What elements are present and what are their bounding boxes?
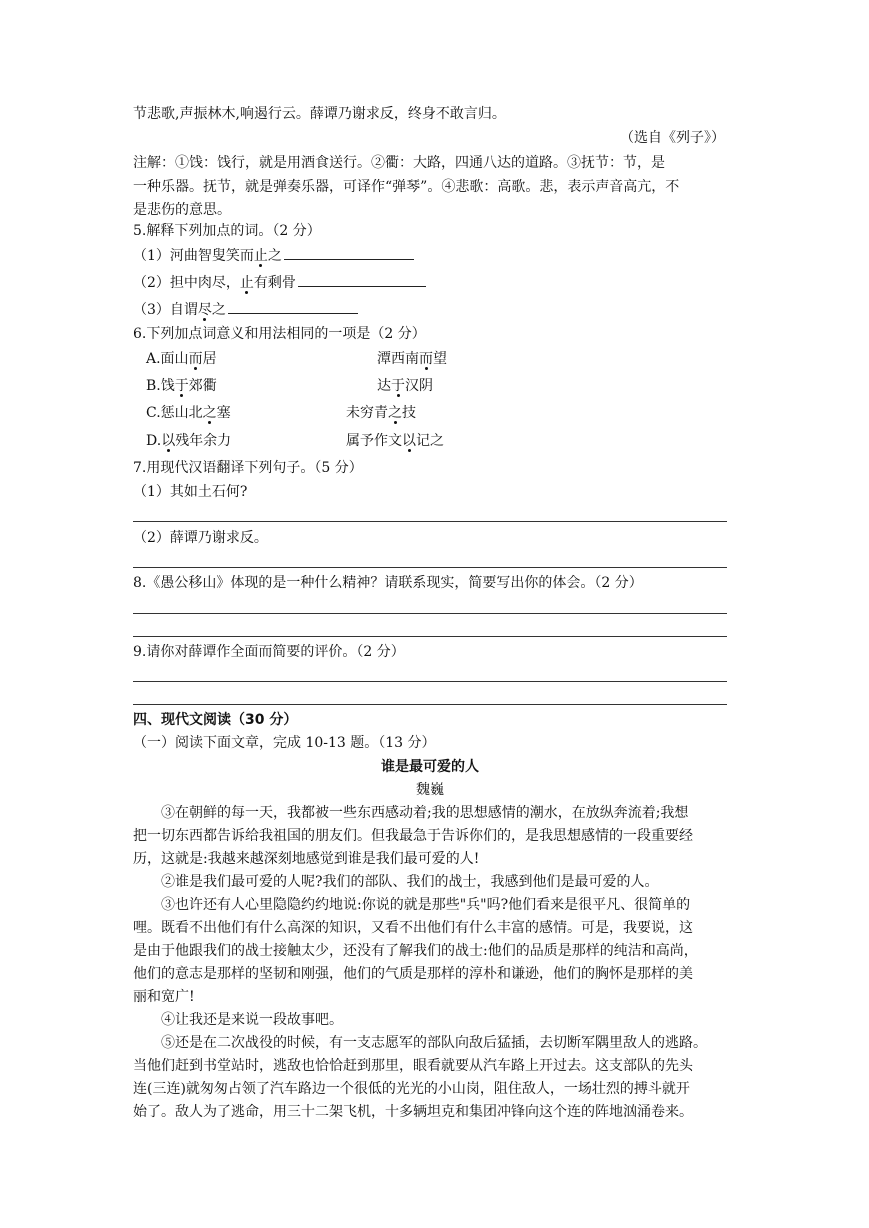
passage-line: 哩。既看不出他们有什么高深的知识，又看不出他们有什么丰富的感情。可是，我要说，这 <box>133 920 693 936</box>
passage-line: 历，这就是:我越来越深刻地感觉到谁是我们最可爱的人! <box>133 851 480 867</box>
option-b-right: 达于汉阴 <box>377 378 433 394</box>
question-7-stem: 7.用现代汉语翻译下列句子。（5 分） <box>133 460 363 476</box>
option-d-left: D.以残年余力 <box>146 433 232 449</box>
question-8-stem: 8.《愚公移山》体现的是一种什么精神？请联系现实，简要写出你的体会。（2 分） <box>133 575 643 591</box>
section-subheading: （一）阅读下面文章，完成 10-13 题。（13 分） <box>133 735 436 751</box>
classical-text-line: 节悲歌,声振林木,响遏行云。薛谭乃谢求反，终身不敢言归。 <box>133 106 506 122</box>
source-citation: （选自《列子》） <box>620 130 725 146</box>
annotation-line: 是悲伤的意思。 <box>133 202 231 218</box>
article-title: 谁是最可爱的人 <box>381 759 479 775</box>
question-9-stem: 9.请你对薛谭作全面而简要的评价。（2 分） <box>133 644 405 660</box>
dotted-word: 止 <box>253 248 268 264</box>
answer-blank[interactable] <box>298 272 426 287</box>
option-a-right: 潭西南而望 <box>377 351 447 367</box>
dotted-word: 尽 <box>197 302 212 318</box>
dotted-word: 止 <box>239 275 254 291</box>
answer-line[interactable] <box>133 567 727 568</box>
section-heading: 四、现代文阅读（30 分） <box>133 712 298 728</box>
passage-line: 丽和宽广! <box>133 989 195 1005</box>
passage-line: 他们的意志是那样的坚韧和刚强，他们的气质是那样的淳朴和谦逊，他们的胸怀是那样的美 <box>133 966 693 982</box>
question-5-item-3: （3）自谓尽之 <box>133 299 358 320</box>
passage-line: ③也许还有人心里隐隐约约地说:你说的就是那些"兵"吗?他们看来是很平凡、很简单的 <box>133 897 691 913</box>
answer-blank[interactable] <box>284 245 414 260</box>
option-c-left: C.惩山北之塞 <box>146 405 231 421</box>
article-author: 魏巍 <box>416 782 444 798</box>
passage-line: 把一切东西都告诉给我祖国的朋友们。但我最急于告诉你们的，是我思想感情的一段重要经 <box>133 828 693 844</box>
question-5-item-1: （1）河曲智叟笑而止之 <box>133 245 414 266</box>
answer-line[interactable] <box>133 636 727 637</box>
answer-line[interactable] <box>133 704 727 705</box>
question-7-sentence-2: （2）薛谭乃谢求反。 <box>133 530 268 546</box>
question-6-stem: 6.下列加点词意义和用法相同的一项是（2 分） <box>133 326 426 342</box>
passage-line: 是由于他跟我们的战士接触太少，还没有了解我们的战士:他们的品质是那样的纯洁和高尚， <box>133 943 698 959</box>
question-5-stem: 5.解释下列加点的词。（2 分） <box>133 223 321 239</box>
passage-line: ⑤还是在二次战役的时候，有一支志愿军的部队向敌后猛插，去切断军隅里敌人的逃路。 <box>133 1035 707 1051</box>
option-a-left: A.面山而居 <box>146 351 217 367</box>
annotation-line: 一种乐器。抚节，就是弹奏乐器，可译作“弹琴”。④悲歌：高歌。悲，表示声音高亢，不 <box>133 179 680 195</box>
annotation-line: 注解：①饯：饯行，就是用酒食送行。②衢：大路，四通八达的道路。③抚节：节，是 <box>133 155 665 171</box>
answer-line[interactable] <box>133 521 727 522</box>
passage-line: 始了。敌人为了逃命，用三十二架飞机，十多辆坦克和集团冲锋向这个连的阵地汹涌卷来。 <box>133 1104 693 1120</box>
passage-line: ④让我还是来说一段故事吧。 <box>133 1012 343 1028</box>
answer-blank[interactable] <box>228 299 358 314</box>
passage-line: 当他们赶到书堂站时，逃敌也恰恰赶到那里，眼看就要从汽车路上开过去。这支部队的先头 <box>133 1058 693 1074</box>
answer-line[interactable] <box>133 681 727 682</box>
passage-line: ③在朝鲜的每一天，我都被一些东西感动着;我的思想感情的潮水，在放纵奔流着;我想 <box>133 805 689 821</box>
question-7-sentence-1: （1）其如土石何? <box>133 484 248 500</box>
option-d-right: 属予作文以记之 <box>346 433 444 449</box>
option-b-left: B.饯于郊衢 <box>146 378 217 394</box>
question-5-item-2: （2）担中肉尽，止有剩骨 <box>133 272 426 293</box>
passage-line: ②谁是我们最可爱的人呢?我们的部队、我们的战士，我感到他们是最可爱的人。 <box>133 874 659 890</box>
answer-line[interactable] <box>133 613 727 614</box>
option-c-right: 未穷青之技 <box>346 405 416 421</box>
passage-line: 连(三连)就匆匆占领了汽车路边一个很低的光光的小山岗，阻住敌人，一场壮烈的搏斗就开 <box>133 1081 690 1097</box>
